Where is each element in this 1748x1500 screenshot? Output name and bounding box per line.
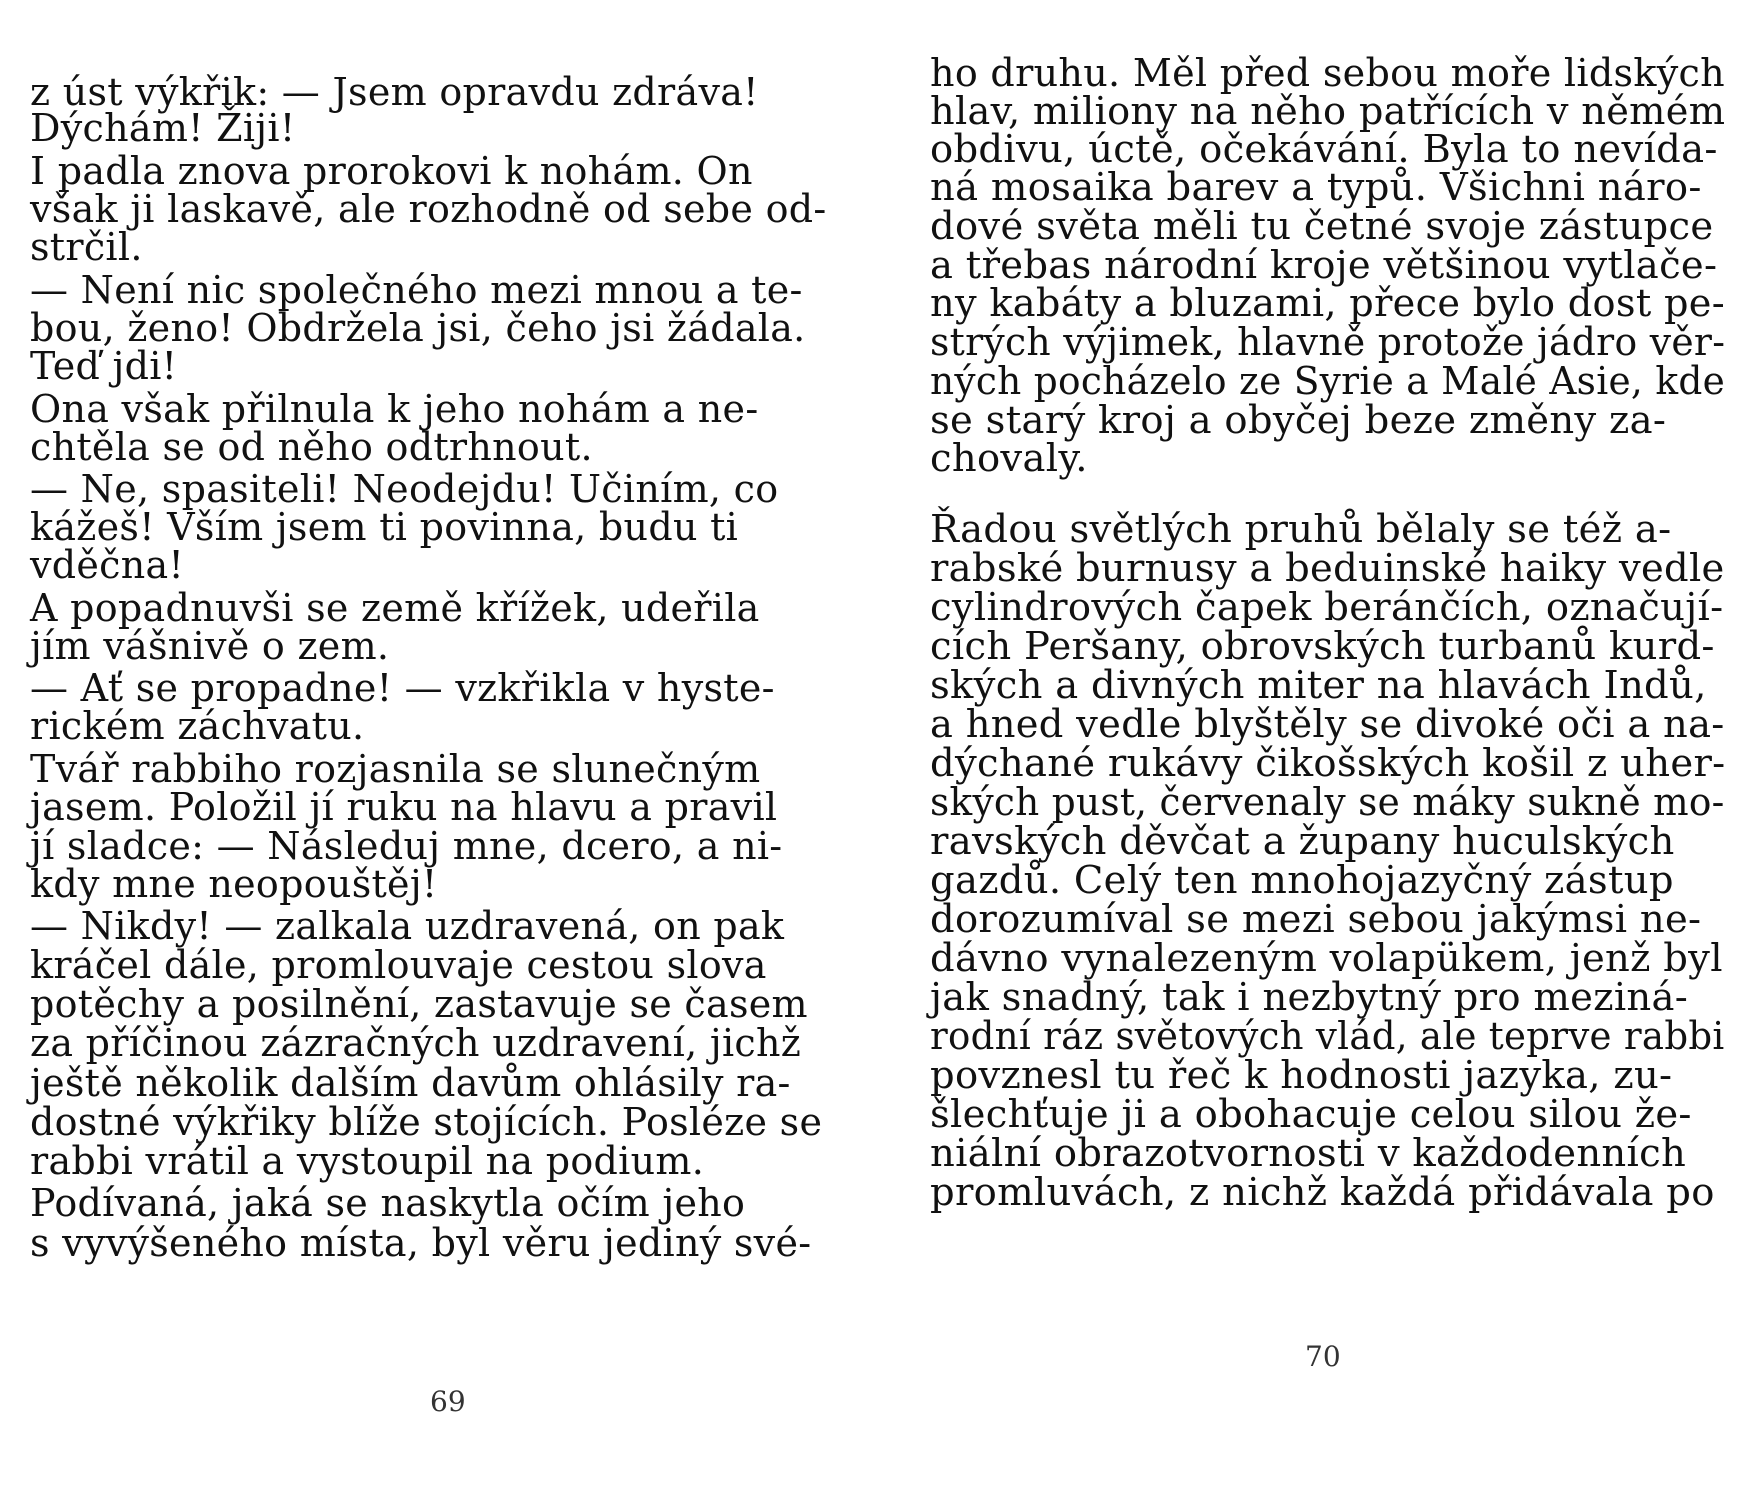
left-line: bou, ženo! Obdržela jsi, čeho jsi žádala.: [30, 306, 806, 350]
right-line: dýchané rukávy čikošských košil z uher-: [930, 741, 1726, 786]
left-line: jasem. Položil jí ruku na hlavu a pravil: [30, 785, 778, 829]
left-line: Tvář rabbiho rozjasnila se slunečným: [30, 747, 761, 791]
right-line: ných pocházelo ze Syrie a Malé Asie, kde: [930, 359, 1726, 404]
left-line: rickém záchvatu.: [30, 704, 365, 748]
right-line: rodní ráz světových vlád, ale teprve rabbi: [930, 1014, 1725, 1059]
right-line: niální obrazotvornosti v každodenních: [930, 1131, 1687, 1176]
page-number: 70: [1305, 1340, 1341, 1373]
left-line: I padla znova prorokovi k nohám. On: [30, 149, 753, 193]
right-line: dávno vynalezeným volapükem, jenž byl: [930, 936, 1723, 981]
right-line: promluvách, z nichž každá přidávala po: [930, 1170, 1715, 1215]
left-line: jí sladce: — Následuj mne, dcero, a ni-: [30, 824, 783, 868]
left-line: — Není nic společného mezi mnou a te-: [30, 268, 803, 312]
right-line: ná mosaika barev a typů. Všichni náro-: [930, 165, 1702, 210]
left-line: — Nikdy! — zalkala uzdravená, on pak: [30, 904, 785, 948]
left-line: A popadnuvši se země křížek, udeřila: [30, 586, 760, 630]
left-line: kráčel dále, promlouvaje cestou slova: [30, 943, 767, 987]
right-line: strých výjimek, hlavně protože jádro věr-: [930, 320, 1726, 365]
left-line: strčil.: [30, 225, 143, 269]
left-line: vděčna!: [30, 543, 185, 587]
right-line: se starý kroj a obyčej beze změny za-: [930, 398, 1667, 443]
right-line: jak snadný, tak i nezbytný pro meziná-: [930, 975, 1689, 1020]
left-line: Podívaná, jaká se naskytla očím jeho: [30, 1181, 746, 1225]
right-line: ských a divných miter na hlavách Indů,: [930, 663, 1707, 708]
left-line: s vyvýšeného místa, byl věru jediný své-: [30, 1221, 812, 1265]
left-line: Dýchám! Žiji!: [30, 106, 296, 150]
left-line: z úst výkřik: — Jsem opravdu zdráva!: [30, 70, 759, 114]
left-line: dostné výkřiky blíže stojících. Posléze se: [30, 1100, 823, 1144]
left-line: ještě několik dalším davům ohlásily ra-: [30, 1061, 791, 1105]
left-line: však ji laskavě, ale rozhodně od sebe od-: [30, 187, 827, 231]
left-line: za příčinou zázračných uzdravení, jichž: [30, 1021, 802, 1065]
right-line: ských pust, červenaly se máky sukně mo-: [930, 780, 1725, 825]
right-line: Řadou světlých pruhů bělaly se též a-: [930, 507, 1672, 552]
right-line: cylindrových čapek beránčích, označují-: [930, 585, 1724, 630]
left-line: kdy mne neopouštěj!: [30, 862, 438, 906]
right-line: gazdů. Celý ten mnohojazyčný zástup: [930, 858, 1674, 903]
right-line: rabské burnusy a beduinské haiky vedle: [930, 546, 1725, 591]
right-line: šlechťuje ji a obohacuje celou silou že-: [930, 1092, 1692, 1137]
left-line: Ona však přilnula k jeho nohám a ne-: [30, 387, 759, 431]
page-number: 69: [430, 1385, 466, 1418]
left-line: chtěla se od něho odtrhnout.: [30, 425, 593, 469]
right-line: povznesl tu řeč k hodnosti jazyka, zu-: [930, 1053, 1673, 1098]
left-line: — Ať se propadne! — vzkřikla v hyste-: [30, 666, 775, 710]
left-line: potěchy a posilnění, zastavuje se časem: [30, 982, 808, 1026]
left-line: Teď jdi!: [30, 344, 178, 388]
right-line: chovaly.: [930, 436, 1088, 481]
right-line: a hned vedle blyštěly se divoké oči a na-: [930, 702, 1725, 747]
right-line: ny kabáty a bluzami, přece bylo dost pe-: [930, 281, 1725, 326]
left-line: rabbi vrátil a vystoupil na podium.: [30, 1139, 705, 1183]
right-line: ravských děvčat a župany huculských: [930, 819, 1675, 864]
right-line: dorozumíval se mezi sebou jakýmsi ne-: [930, 897, 1702, 942]
left-line: — Ne, spasiteli! Neodejdu! Učiním, co: [30, 467, 779, 511]
right-line: a třebas národní kroje většinou vytlače-: [930, 243, 1718, 288]
right-line: ho druhu. Měl před sebou moře lidských: [930, 51, 1725, 96]
left-line: jím vášnivě o zem.: [30, 624, 390, 668]
right-line: obdivu, úctě, očekávání. Byla to nevída-: [930, 127, 1718, 172]
right-line: cích Peršany, obrovských turbanů kurd-: [930, 624, 1715, 669]
left-line: kážeš! Vším jsem ti povinna, budu ti: [30, 505, 739, 549]
right-line: dové světa měli tu četné svoje zástupce: [930, 204, 1714, 249]
right-line: hlav, miliony na něho patřících v němém: [930, 89, 1726, 134]
